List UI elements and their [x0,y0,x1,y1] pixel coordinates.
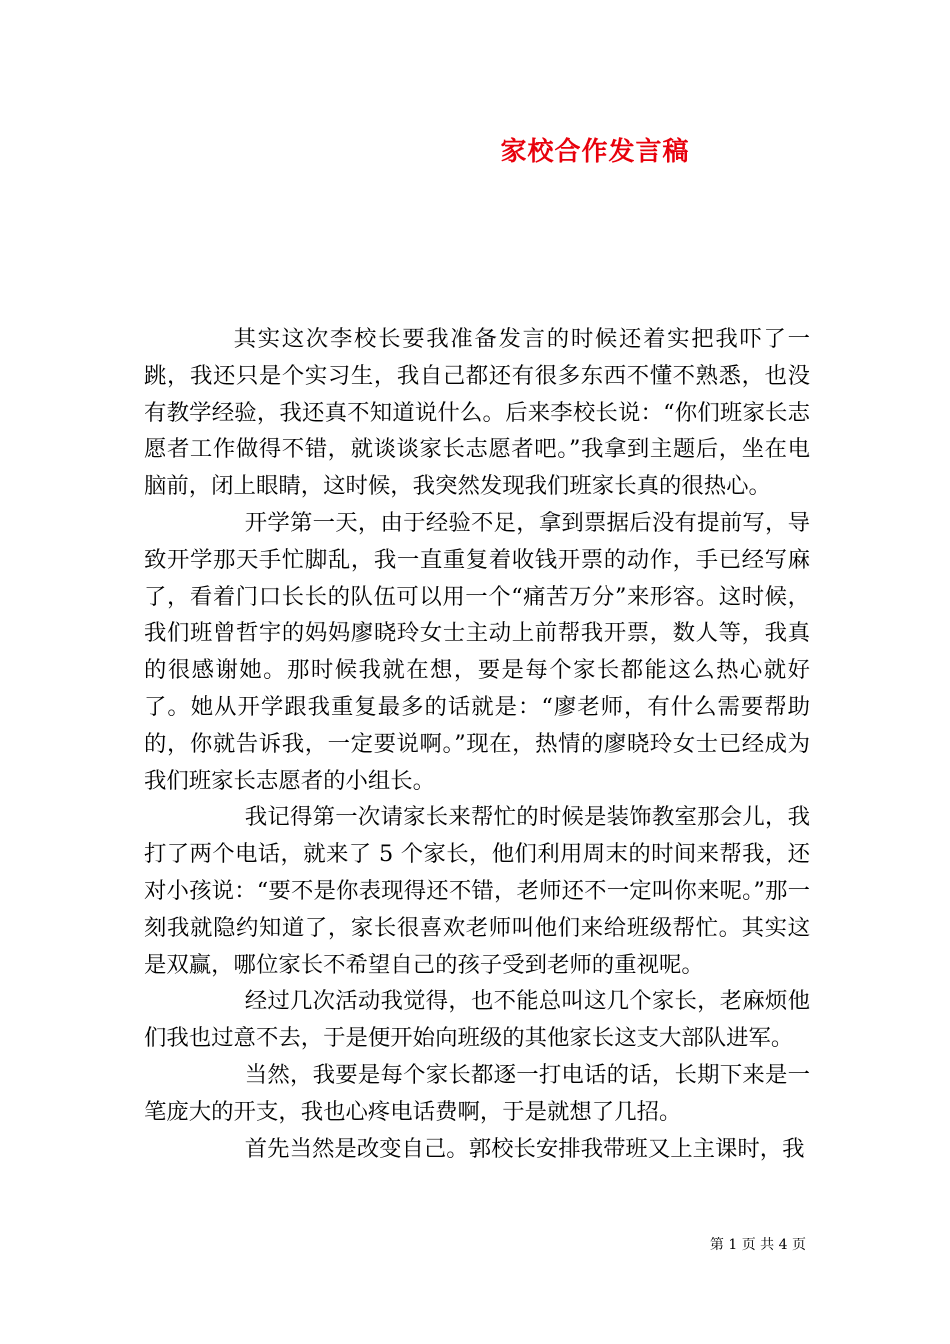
paragraph-6: 首先当然是改变自己。郭校长安排我带班又上主课时，我 [244,1135,805,1162]
page-number-footer: 第 1 页 共 4 页 [709,1237,806,1253]
document-body [144,321,810,1167]
paragraph-2: 开学第一天，由于经验不足，拿到票据后没有提前写，导致开学那天手忙脚乱，我一直重复着收钱开票的动作，手已经写麻了，看着门口长长的队伍可以用一个“痛苦万分”来形容。这时候，我们班曾哲宇的妈妈廖晓玲女士主动上前帮我开票，数人等，我真的很感谢她。那时候我就在想，要是每个家长都能这么热心就好了。她从开学跟我重复最多的话就是：“廖老师，有什么需要帮助的，你就告诉我，一定要说啊。”现在，热情的廖晓玲女士已经成为我们班家长志愿者的小组长。 [144,509,810,794]
paragraph-4: 经过几次活动我觉得，也不能总叫这几个家长，老麻烦他们我也过意不去，于是便开始向班级的其他家长这支大部队进军。 [144,988,810,1052]
paragraph-3: 我记得第一次请家长来帮忙的时候是装饰教室那会儿，我打了两个电话，就来了 5 个家长，他们利用周末的时间来帮我，还对小孩说：“要不是你表现得还不错，老师还不一定叫你来呢。”那一刻我就隐约知道了，家长很喜欢老师叫他们来给班级帮忙。其实这是双赢，哪位家长不希望自己的孩子受到老师的重视呢。 [144,804,810,978]
paragraph-1: 其实这次李校长要我准备发言的时候还着实把我吓了一跳，我还只是个实习生，我自己都还有很多东西不懂不熟悉，也没有教学经验，我还真不知道说什么。后来李校长说：“你们班家长志愿者工作做得不错，就谈谈家长志愿者吧。”我拿到主题后，坐在电脑前，闭上眼睛，这时候，我突然发现我们班家长真的很热心。 [144,326,810,500]
document-title: 家校合作发言稿 [500,137,690,167]
paragraph-5: 当然，我要是每个家长都逐一打电话的话，长期下来是一笔庞大的开支，我也心疼电话费啊，于是就想了几招。 [144,1061,810,1125]
